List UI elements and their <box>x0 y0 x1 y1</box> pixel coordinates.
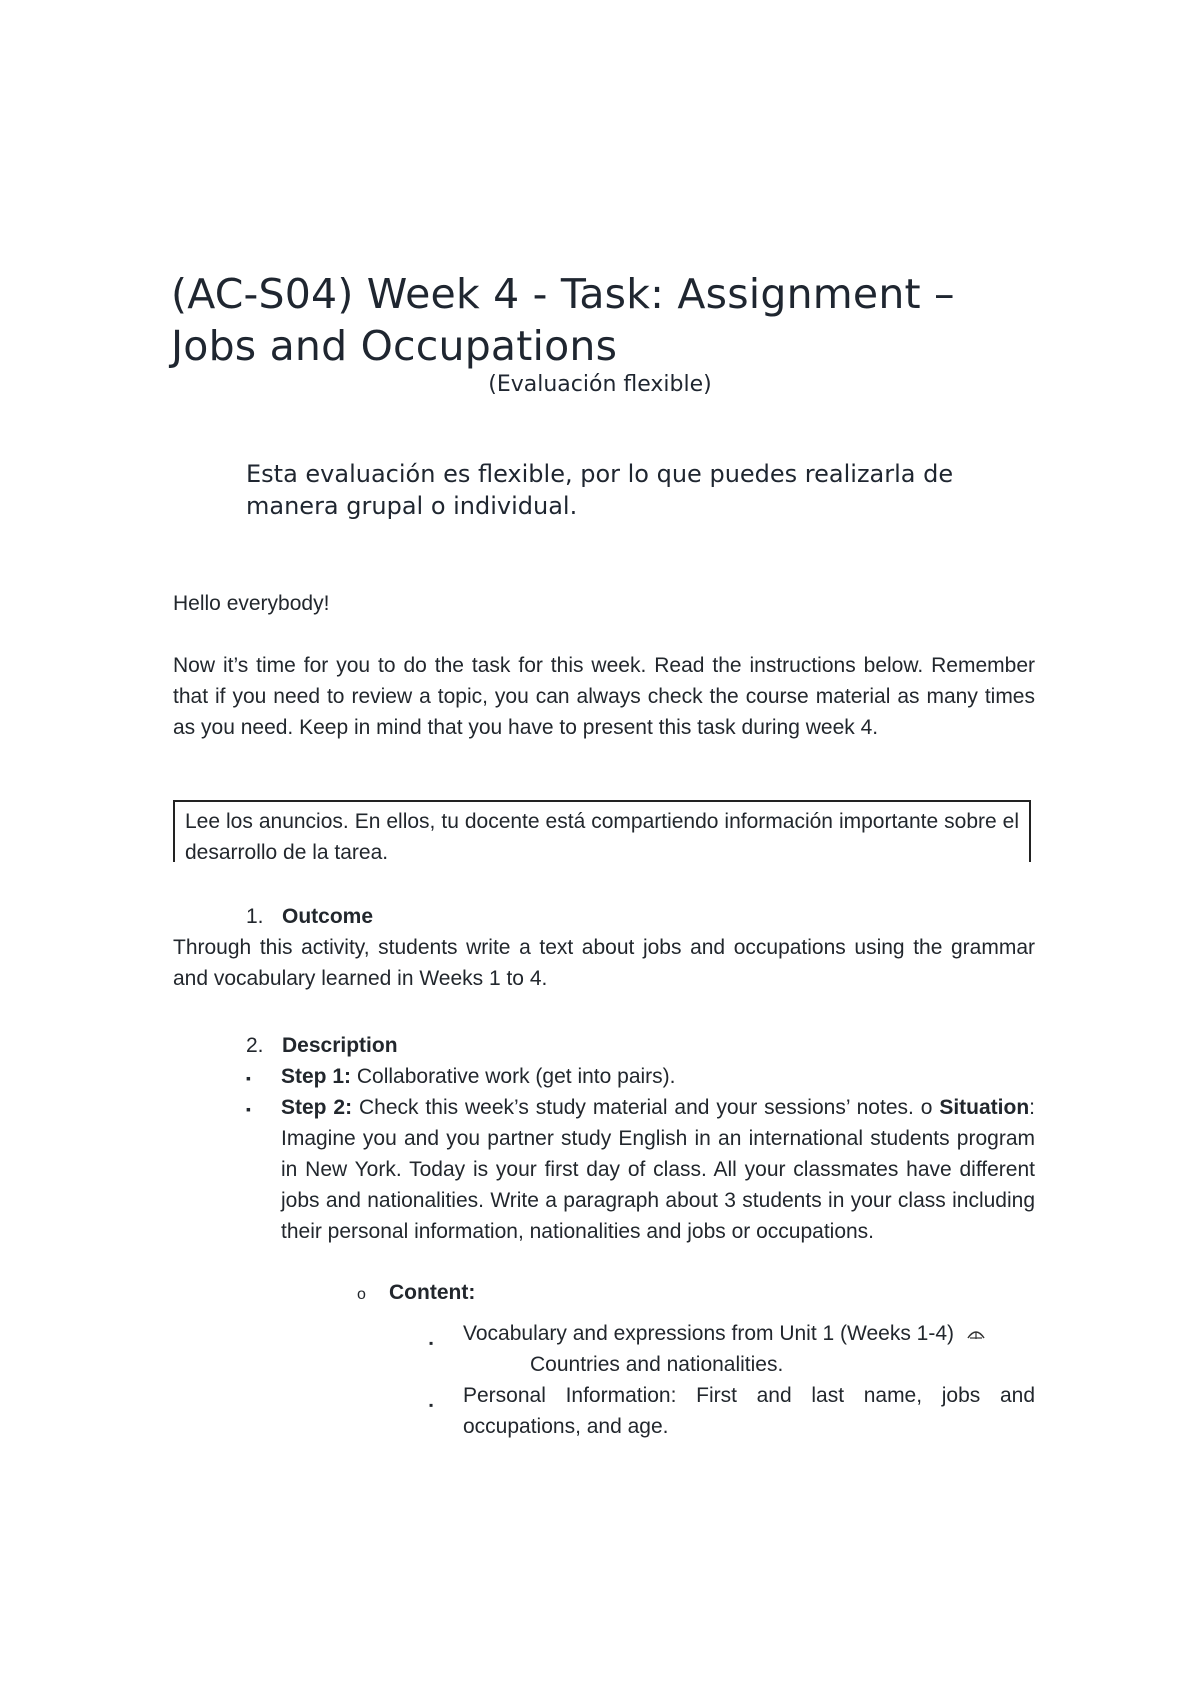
content-item-personal-info: Personal Information: First and last name, jobs and occupations, and age. <box>463 1384 1035 1438</box>
outcome-heading <box>246 901 373 932</box>
step-2-text: Check this week’s study material and your sessions’ notes. o <box>352 1096 940 1119</box>
greeting: Hello everybody! <box>173 592 330 615</box>
step-2 <box>281 1092 1035 1247</box>
step-1-text: Collaborative work (get into pairs). <box>351 1065 676 1088</box>
outcome-heading-label: Outcome <box>282 905 374 928</box>
step-2-label: Step 2: <box>281 1096 353 1119</box>
square-bullet-icon: ▪ <box>429 1398 434 1412</box>
step-1-label: Step 1: <box>281 1065 352 1088</box>
notice-box <box>173 800 1031 862</box>
content-item-vocabulary <box>463 1318 1035 1349</box>
content-item-1-continuation: Countries and nationalities. <box>530 1353 784 1376</box>
description-heading <box>246 1030 398 1061</box>
description-number: 2. <box>246 1034 264 1057</box>
intro-text: Esta evaluación es flexible, por lo que puedes realizarla de manera grupal o individual. <box>246 460 954 520</box>
instructions-paragraph: Now it’s time for you to do the task for this week. Read the instructions below. Remember that if you need to review a topic, you can always check the course material as many times as you need. Keep in mind that you have to present this task during week 4. <box>173 654 1035 739</box>
description-heading-label: Description <box>282 1034 398 1057</box>
square-bullet-icon: ▪ <box>429 1336 434 1350</box>
notice-text: Lee los anuncios. En ellos, tu docente está compartiendo información importante sobre el desarrollo de la tarea. <box>185 810 1019 862</box>
outcome-number: 1. <box>246 905 264 928</box>
bullet-icon: ▪ <box>246 1101 251 1117</box>
document-subtitle: (Evaluación flexible) <box>488 372 712 397</box>
outcome-text: Through this activity, students write a text about jobs and occupations using the grammar and vocabulary learned in Weeks 1 to 4. <box>173 936 1035 990</box>
umbrella-icon <box>966 1328 986 1340</box>
document-title: (AC-S04) Week 4 - Task: Assignment – Jobs and Occupations <box>171 270 955 370</box>
step-1 <box>281 1061 1035 1092</box>
situation-label: Situation <box>939 1096 1030 1119</box>
situation-text: : Imagine you and you partner study English in an international students program in New York. Today is your first day of class. All your classmates have different jobs and nationalities. Write a paragraph about 3 students in your class including their personal information, nationalities and jobs or occupations. <box>281 1096 1035 1243</box>
content-item-1-text: Vocabulary and expressions from Unit 1 (Weeks 1-4) <box>463 1322 954 1345</box>
content-heading <box>357 1277 475 1310</box>
circle-bullet-icon: o <box>357 1286 366 1303</box>
content-label: Content: <box>389 1281 476 1304</box>
bullet-icon: ▪ <box>246 1070 251 1086</box>
